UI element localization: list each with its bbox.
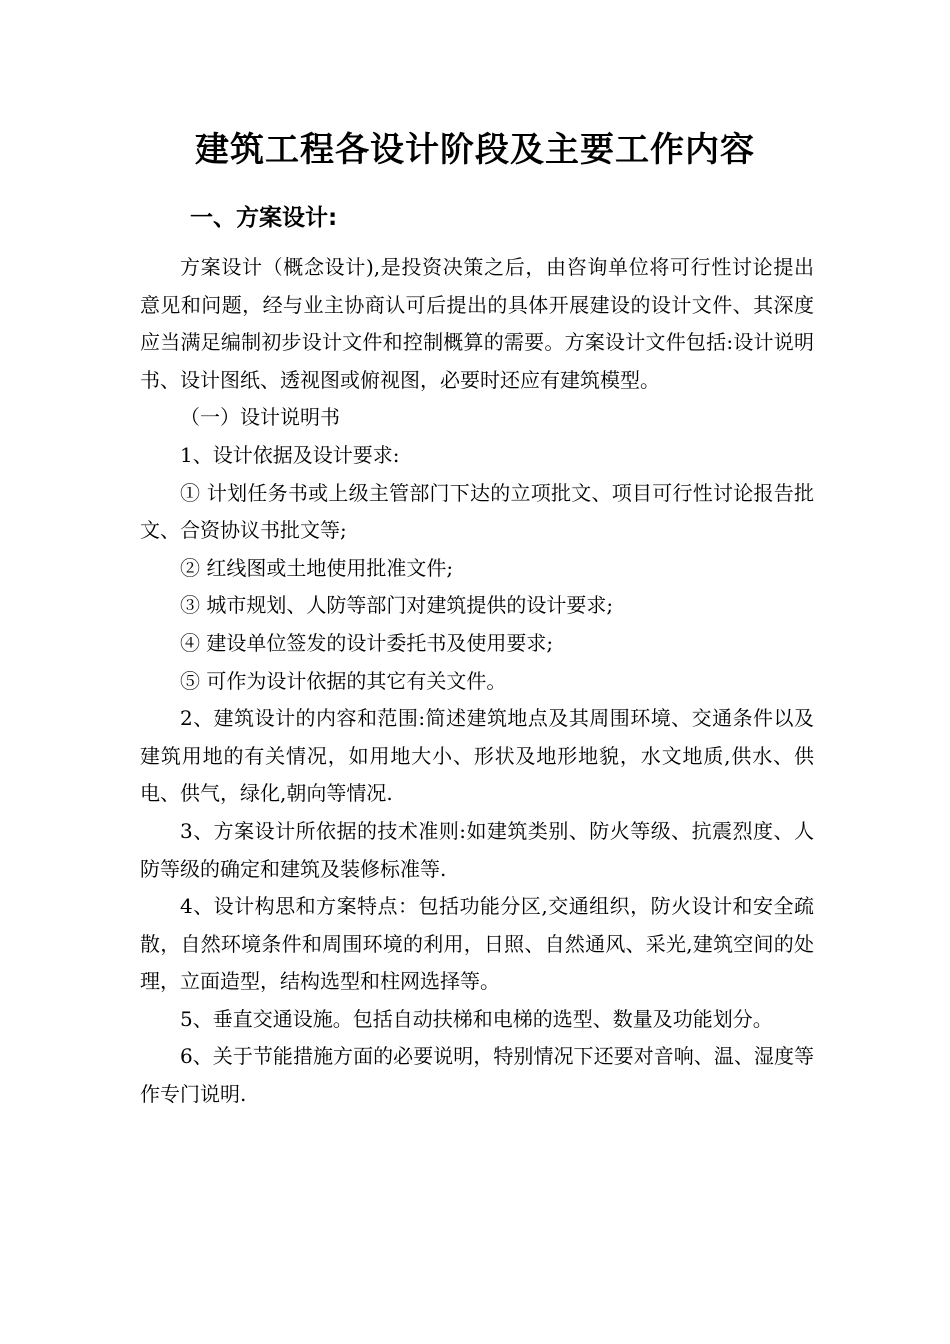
document-body: [140, 249, 814, 1114]
paragraph-item-6: 6、关于节能措施方面的必要说明，特别情况下还要对音响、温、湿度等作专门说明.: [140, 1044, 814, 1107]
paragraph-intro: 方案设计（概念设计),是投资决策之后，由咨询单位将可行性讨论提出意见和问题，经与业主协商认可后提出的具体开展建设的设计文件、其深度应当满足编制初步设计文件和控制概算的需要。方案设计文件包括:设计说明书、设计图纸、透视图或俯视图，必要时还应有建筑模型。: [140, 255, 814, 392]
subheading-design-statement: （一）设计说明书: [180, 405, 340, 430]
paragraph-basis-2: ② 红线图或土地使用批准文件;: [180, 555, 454, 580]
section-heading-scheme-design: 一、方案设计:: [190, 205, 338, 231]
document-title: 建筑工程各设计阶段及主要工作内容: [195, 130, 755, 170]
paragraph-item-3: 3、方案设计所依据的技术准则:如建筑类别、防火等级、抗震烈度、人防等级的确定和建筑及装修标准等.: [140, 818, 814, 881]
paragraph-basis-5: ⑤ 可作为设计依据的其它有关文件。: [180, 668, 507, 693]
paragraph-item-2: 2、建筑设计的内容和范围:简述建筑地点及其周围环境、交通条件以及建筑用地的有关情况，如用地大小、形状及地形地貌，水文地质,供水、供电、供气，绿化,朝向等情况.: [140, 706, 814, 806]
paragraph-item-4: 4、设计构思和方案特点：包括功能分区,交通组织，防火设计和安全疏散，自然环境条件和周围环境的利用，日照、自然通风、采光,建筑空间的处理，立面造型，结构选型和柱网选择等。: [140, 894, 814, 994]
paragraph-basis-1: ① 计划任务书或上级主管部门下达的立项批文、项目可行性讨论报告批文、合资协议书批文等;: [140, 480, 814, 543]
paragraph-basis-3: ③ 城市规划、人防等部门对建筑提供的设计要求;: [180, 593, 614, 618]
paragraph-item-1: 1、设计依据及设计要求:: [180, 442, 400, 467]
paragraph-basis-4: ④ 建设单位签发的设计委托书及使用要求;: [180, 630, 554, 655]
paragraph-item-5: 5、垂直交通设施。包括自动扶梯和电梯的选型、数量及功能划分。: [180, 1006, 773, 1031]
